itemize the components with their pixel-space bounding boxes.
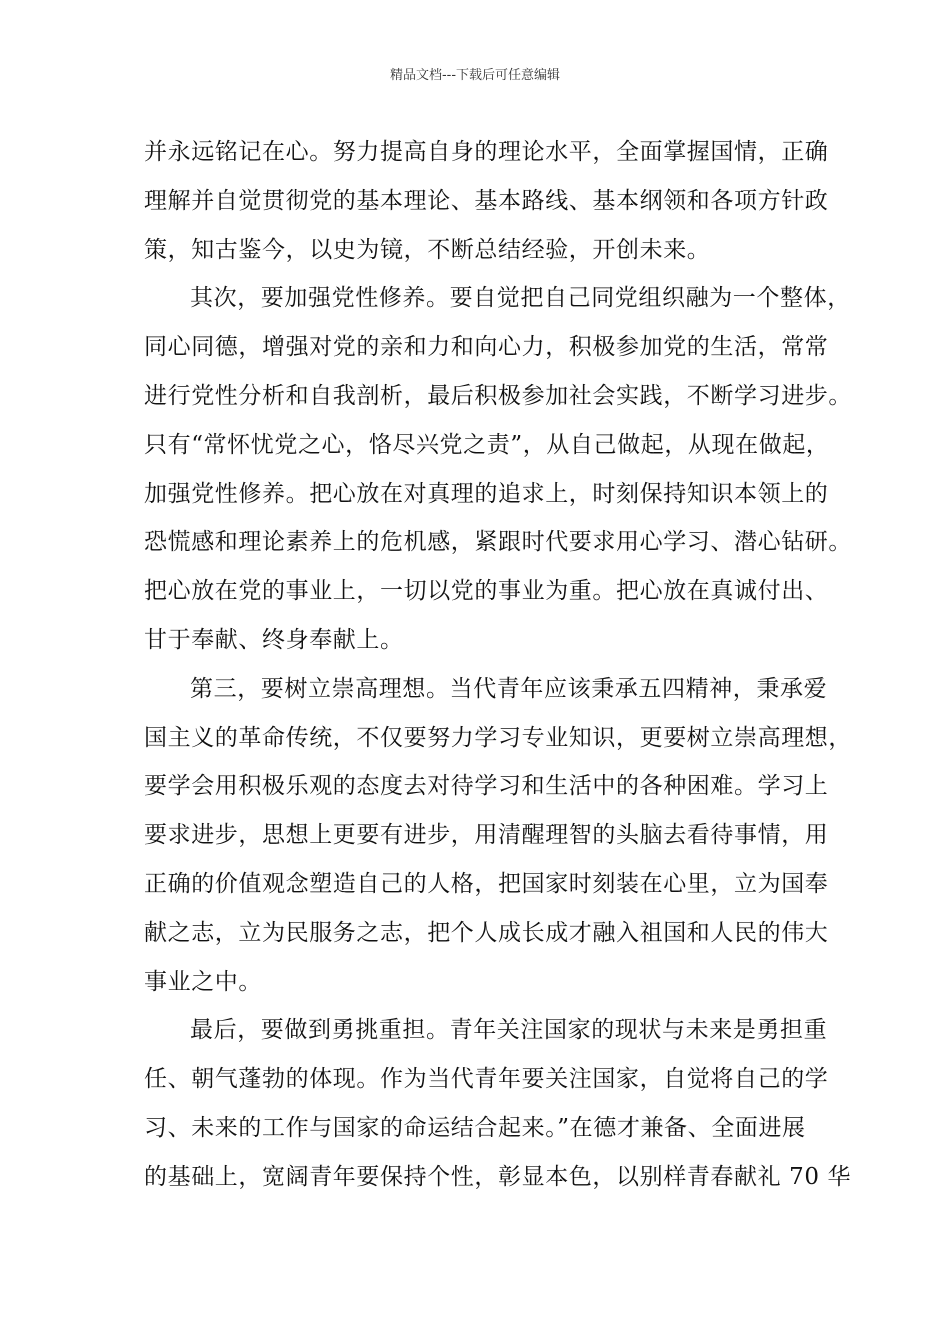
text-line: 把心放在党的事业上，一切以党的事业为重。把心放在真诚付出、 [144, 578, 829, 605]
text-line: 恐慌感和理论素养上的危机感，紧跟时代要求用心学习、潜心钻研。 [144, 529, 852, 556]
text-line: 任、朝气蓬勃的体现。作为当代青年要关注国家，自觉将自己的学 [144, 1066, 829, 1093]
text-line: 要求进步，思想上更要有进步，用清醒理智的头脑去看待事情，用 [144, 822, 829, 849]
text-line: 甘于奉献、终身奉献上。 [144, 626, 404, 653]
paragraph-1 [144, 128, 844, 274]
text-line: 其次，要加强党性修养。要自觉把自己同党组织融为一个整体， [190, 285, 851, 312]
document-body [144, 128, 852, 1202]
text-line: 习、未来的工作与国家的命运结合起来。”在德才兼备、全面进展 [144, 1114, 806, 1141]
text-line: 最后，要做到勇挑重担。青年关注国家的现状与未来是勇担重 [190, 1017, 828, 1044]
text-line: 国主义的革命传统，不仅要努力学习专业知识，更要树立崇高理想， [144, 724, 852, 751]
text-line: 要学会用积极乐观的态度去对待学习和生活中的各种困难。学习上 [144, 773, 829, 800]
text-line: 第三，要树立崇高理想。当代青年应该秉承五四精神，秉承爱 [190, 675, 828, 702]
paragraph-4 [144, 1006, 852, 1201]
text-line: 并永远铭记在心。努力提高自身的理论水平，全面掌握国情，正确 [144, 139, 829, 165]
text-line: 同心同德，增强对党的亲和力和向心力，积极参加党的生活，常常 [144, 334, 829, 361]
paragraph-2 [144, 274, 852, 664]
text-line: 加强党性修养。把心放在对真理的追求上，时刻保持知识本领上的 [144, 480, 829, 507]
text-line: 理解并自觉贯彻党的基本理论、基本路线、基本纲领和各项方针政 [144, 187, 829, 214]
text-line: 正确的价值观念塑造自己的人格，把国家时刻装在心里，立为国奉 [144, 870, 829, 897]
text-line: 的基础上，宽阔青年要保持个性，彰显本色，以别样青春献礼 70 华 [144, 1163, 852, 1190]
text-line: 事业之中。 [144, 968, 262, 995]
text-line: 进行党性分析和自我剖析，最后积极参加社会实践，不断学习进步。 [144, 382, 852, 409]
text-line: 献之志，立为民服务之志，把个人成长成才融入祖国和人民的伟大 [144, 919, 829, 946]
page-header: 精品文档---下载后可任意编辑 [389, 68, 561, 83]
text-line: 策，知古鉴今，以史为镜，不断总结经验，开创未来。 [144, 236, 711, 263]
text-line: 只有“常怀忧党之心，恪尽兴党之责”，从自己做起，从现在做起， [144, 431, 830, 458]
paragraph-3 [144, 665, 852, 1007]
